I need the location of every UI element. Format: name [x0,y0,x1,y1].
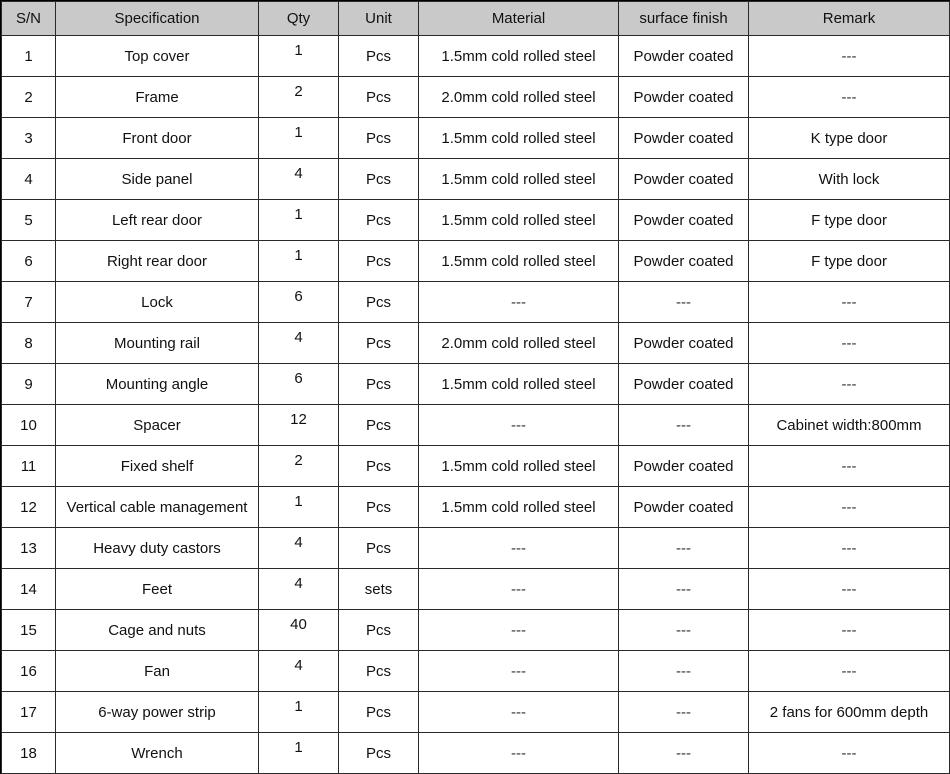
cell-surface-finish: --- [619,733,749,774]
cell-material: 1.5mm cold rolled steel [419,364,619,405]
header-specification: Specification [56,2,259,36]
cell-material: --- [419,651,619,692]
header-row [2,2,950,36]
cell-unit: Pcs [339,159,419,200]
table-body [2,36,950,774]
table-row [2,610,950,651]
cell-remark: --- [749,569,950,610]
cell-unit: Pcs [339,241,419,282]
header-qty: Qty [259,2,339,36]
cell-material: 2.0mm cold rolled steel [419,323,619,364]
cell-specification: Mounting angle [56,364,259,405]
cell-unit: Pcs [339,323,419,364]
cell-sn: 14 [2,569,56,610]
cell-surface-finish: Powder coated [619,77,749,118]
cell-unit: Pcs [339,610,419,651]
table-row [2,733,950,774]
cell-remark: F type door [749,241,950,282]
cell-sn: 2 [2,77,56,118]
cell-sn: 8 [2,323,56,364]
cell-qty: 6 [259,364,339,405]
cell-unit: Pcs [339,77,419,118]
cell-specification: Wrench [56,733,259,774]
table-row [2,323,950,364]
cell-unit: Pcs [339,733,419,774]
cell-material: 1.5mm cold rolled steel [419,36,619,77]
cell-surface-finish: --- [619,282,749,323]
cell-specification: Mounting rail [56,323,259,364]
cell-material: 1.5mm cold rolled steel [419,200,619,241]
cell-unit: Pcs [339,200,419,241]
table-row [2,36,950,77]
cell-qty: 1 [259,241,339,282]
cell-qty: 12 [259,405,339,446]
cell-material: --- [419,569,619,610]
table-row [2,692,950,733]
cell-sn: 13 [2,528,56,569]
cell-surface-finish: --- [619,528,749,569]
cell-sn: 4 [2,159,56,200]
cell-sn: 16 [2,651,56,692]
cell-specification: Left rear door [56,200,259,241]
cell-qty: 40 [259,610,339,651]
cell-material: --- [419,282,619,323]
cell-surface-finish: Powder coated [619,159,749,200]
table-row [2,77,950,118]
cell-surface-finish: Powder coated [619,241,749,282]
cell-specification: Frame [56,77,259,118]
cell-remark: --- [749,651,950,692]
cell-material: 1.5mm cold rolled steel [419,241,619,282]
cell-unit: Pcs [339,651,419,692]
cell-unit: Pcs [339,446,419,487]
cell-surface-finish: Powder coated [619,118,749,159]
table-row [2,159,950,200]
cell-specification: Lock [56,282,259,323]
cell-surface-finish: Powder coated [619,364,749,405]
cell-sn: 1 [2,36,56,77]
cell-specification: Top cover [56,36,259,77]
cell-remark: --- [749,282,950,323]
table-row [2,569,950,610]
header-sn: S/N [2,2,56,36]
cell-qty: 4 [259,159,339,200]
cell-unit: Pcs [339,487,419,528]
cell-specification: Feet [56,569,259,610]
table-row [2,364,950,405]
cell-qty: 1 [259,692,339,733]
cell-specification: Heavy duty castors [56,528,259,569]
cell-sn: 5 [2,200,56,241]
cell-sn: 11 [2,446,56,487]
cell-specification: Right rear door [56,241,259,282]
cell-remark: --- [749,446,950,487]
cell-sn: 3 [2,118,56,159]
cell-material: 1.5mm cold rolled steel [419,159,619,200]
cell-surface-finish: Powder coated [619,446,749,487]
cell-remark: --- [749,487,950,528]
cell-remark: --- [749,528,950,569]
cell-material: 2.0mm cold rolled steel [419,77,619,118]
cell-unit: Pcs [339,364,419,405]
cell-qty: 4 [259,323,339,364]
cell-specification: Fan [56,651,259,692]
cell-material: 1.5mm cold rolled steel [419,118,619,159]
cell-qty: 4 [259,651,339,692]
cell-material: --- [419,528,619,569]
cell-material: --- [419,610,619,651]
cell-qty: 1 [259,487,339,528]
cell-surface-finish: --- [619,569,749,610]
cell-sn: 6 [2,241,56,282]
cell-sn: 17 [2,692,56,733]
cell-specification: Cage and nuts [56,610,259,651]
cell-unit: Pcs [339,282,419,323]
cell-specification: Fixed shelf [56,446,259,487]
cell-qty: 4 [259,528,339,569]
cell-surface-finish: --- [619,405,749,446]
cell-specification: Front door [56,118,259,159]
header-remark: Remark [749,2,950,36]
cell-surface-finish: --- [619,610,749,651]
cell-remark: 2 fans for 600mm depth [749,692,950,733]
cell-qty: 6 [259,282,339,323]
cell-material: 1.5mm cold rolled steel [419,446,619,487]
cell-qty: 4 [259,569,339,610]
cell-qty: 1 [259,36,339,77]
cell-sn: 10 [2,405,56,446]
header-surface-finish: surface finish [619,2,749,36]
cell-remark: --- [749,36,950,77]
table-row [2,528,950,569]
cell-qty: 2 [259,446,339,487]
cell-material: --- [419,692,619,733]
cell-specification: Vertical cable management [56,487,259,528]
table-row [2,241,950,282]
cell-material: --- [419,733,619,774]
cell-unit: sets [339,569,419,610]
cell-specification: Side panel [56,159,259,200]
cell-unit: Pcs [339,692,419,733]
cell-unit: Pcs [339,36,419,77]
cell-remark: --- [749,77,950,118]
cell-surface-finish: Powder coated [619,200,749,241]
cell-specification: 6-way power strip [56,692,259,733]
cell-remark: --- [749,323,950,364]
cell-remark: --- [749,733,950,774]
table-row [2,651,950,692]
cell-sn: 15 [2,610,56,651]
cell-surface-finish: --- [619,651,749,692]
cell-material: --- [419,405,619,446]
table-row [2,446,950,487]
cell-qty: 1 [259,118,339,159]
table-row [2,487,950,528]
cell-remark: --- [749,364,950,405]
cell-sn: 7 [2,282,56,323]
header-unit: Unit [339,2,419,36]
cell-specification: Spacer [56,405,259,446]
table-row [2,118,950,159]
cell-surface-finish: Powder coated [619,487,749,528]
cell-sn: 18 [2,733,56,774]
cell-unit: Pcs [339,528,419,569]
cell-unit: Pcs [339,405,419,446]
cell-qty: 2 [259,77,339,118]
header-material: Material [419,2,619,36]
cell-sn: 12 [2,487,56,528]
cell-surface-finish: Powder coated [619,323,749,364]
table-row [2,282,950,323]
cell-remark: --- [749,610,950,651]
specification-table [1,1,950,774]
table-row [2,405,950,446]
cell-material: 1.5mm cold rolled steel [419,487,619,528]
cell-surface-finish: --- [619,692,749,733]
cell-sn: 9 [2,364,56,405]
cell-remark: Cabinet width:800mm [749,405,950,446]
cell-remark: With lock [749,159,950,200]
cell-surface-finish: Powder coated [619,36,749,77]
cell-unit: Pcs [339,118,419,159]
table-row [2,200,950,241]
cell-qty: 1 [259,733,339,774]
cell-qty: 1 [259,200,339,241]
cell-remark: K type door [749,118,950,159]
cell-remark: F type door [749,200,950,241]
